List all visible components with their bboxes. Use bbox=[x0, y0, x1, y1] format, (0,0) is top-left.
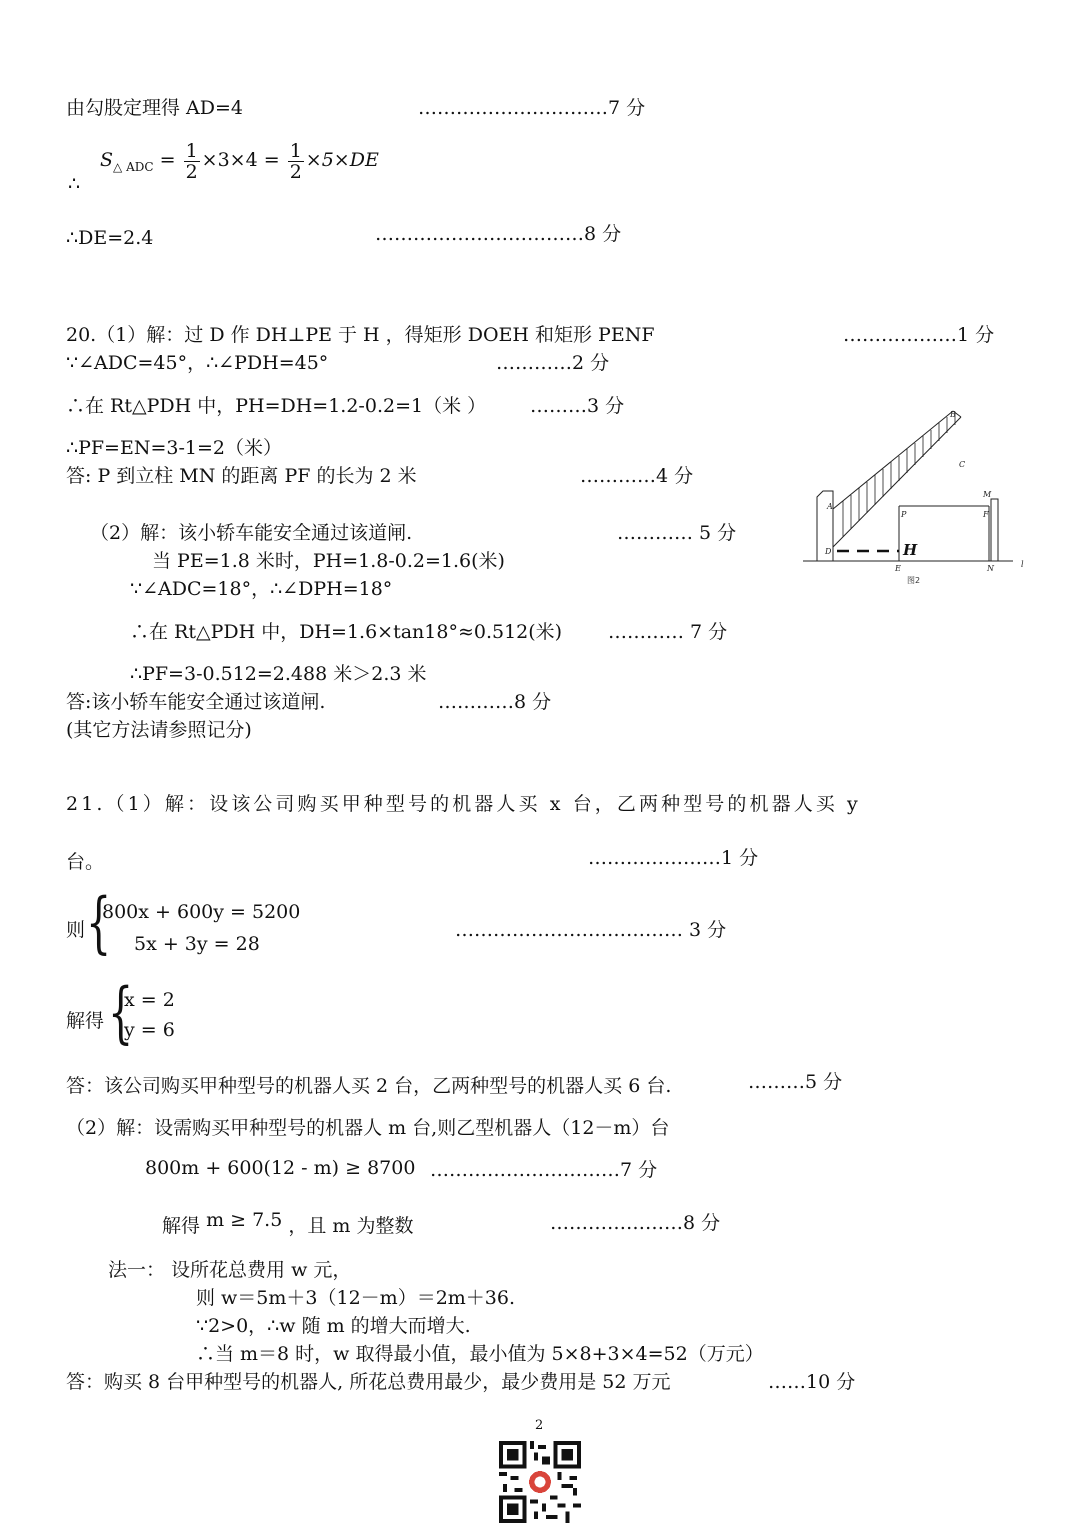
score-3-b: ……………………………… 3 分 bbox=[455, 919, 727, 941]
area-right: ×5×DE bbox=[305, 149, 379, 171]
label-c: C bbox=[959, 460, 966, 469]
area-subscript: △ ADC bbox=[113, 159, 154, 174]
label-p: P bbox=[901, 510, 907, 519]
q20-part1-answer: 答: P 到立柱 MN 的距离 PF 的长为 2 米 bbox=[66, 465, 417, 487]
q21-method1-line3: ∵2>0，∴w 随 m 的增大而增大. bbox=[196, 1315, 471, 1337]
score-1-a: ………………1 分 bbox=[843, 324, 995, 346]
q21-solve-label: 解得 bbox=[66, 1010, 105, 1032]
system-brace-2: { bbox=[108, 974, 134, 1051]
score-3-a: ………3 分 bbox=[530, 395, 625, 417]
score-5-b: ………5 分 bbox=[748, 1071, 843, 1093]
q20-part1-line3: ∴在 Rt△PDH 中，PH=DH=1.2-0.2=1（米 ） bbox=[66, 395, 487, 417]
score-8-b: …………8 分 bbox=[438, 691, 552, 713]
score-7-a: …………………………7 分 bbox=[418, 97, 646, 119]
label-l: l bbox=[1021, 560, 1024, 569]
label-b: B bbox=[950, 410, 956, 419]
page-number: 2 bbox=[535, 1418, 544, 1433]
boom-bottom bbox=[833, 417, 961, 547]
q20-part1-line4: ∴PF=EN=3-1=2（米） bbox=[66, 437, 282, 459]
q20-part2-line3: ∵∠ADC=18°，∴∠DPH=18° bbox=[130, 578, 393, 600]
q20-part2-line4: ∴在 Rt△PDH 中，DH=1.6×tan18°≈0.512(米) bbox=[130, 621, 563, 643]
q21-inequality: 800m + 600(12 - m) ≥ 8700 bbox=[145, 1157, 416, 1179]
q21-method1-line4: ∴当 m＝8 时，w 取得最小值，最小值为 5×8+3×4=52（万元） bbox=[196, 1343, 764, 1365]
q21-then-label: 则 bbox=[66, 919, 86, 941]
fraction-half-1: $\frac{1}{2}$ bbox=[185, 139, 198, 183]
label-m: M bbox=[983, 490, 992, 499]
boom-top bbox=[833, 411, 953, 509]
equation-2: 5x + 3y = 28 bbox=[134, 933, 260, 955]
q20-part1-line2: ∵∠ADC=45°，∴∠PDH=45° bbox=[66, 352, 329, 374]
line-de-result: ∴DE=2.4 bbox=[66, 227, 154, 249]
label-n: N bbox=[987, 564, 994, 573]
score-4-a: …………4 分 bbox=[580, 465, 694, 487]
barrier-gate-figure bbox=[803, 405, 1035, 585]
q21-method1-line1: 法一： 设所花总费用 w 元， bbox=[108, 1259, 352, 1281]
q21-part2-line1: （2）解：设需购买甲种型号的机器人 m 台,则乙型机器人（12－m）台 bbox=[66, 1117, 670, 1139]
system-brace-1: { bbox=[86, 884, 112, 961]
fraction-half-2: $\frac{1}{2}$ bbox=[289, 139, 302, 183]
area-middle: ×3×4 = bbox=[201, 149, 280, 171]
solution-x: x = 2 bbox=[124, 989, 175, 1011]
score-8-c: …………………8 分 bbox=[550, 1212, 721, 1234]
q20-part2-line1: （2）解：该小轿车能安全通过该道闸. bbox=[90, 522, 413, 544]
post-mn bbox=[991, 499, 998, 561]
score-5-a: ………… 5 分 bbox=[617, 522, 737, 544]
q21-part1-line2: 台。 bbox=[66, 851, 105, 873]
score-2-a: …………2 分 bbox=[496, 352, 610, 374]
line-pythagoras: 由勾股定理得 AD=4 bbox=[66, 97, 244, 119]
q20-part2-line5: ∴PF=3-0.512=2.488 米＞2.3 米 bbox=[130, 663, 427, 685]
q21-part1-line1: 21.（1）解：设该公司购买甲种型号的机器人买 x 台，乙两种型号的机器人买 y bbox=[66, 793, 861, 815]
q21-method1-line2: 则 w＝5m＋3（12－m）＝2m＋36. bbox=[196, 1287, 516, 1309]
q20-part2-line2: 当 PE=1.8 米时，PH=1.8-0.2=1.6(米) bbox=[152, 550, 505, 572]
q21-part1-answer: 答：该公司购买甲种型号的机器人买 2 台，乙两种型号的机器人买 6 台. bbox=[66, 1075, 672, 1097]
label-h: H bbox=[903, 541, 918, 559]
q20-note: (其它方法请参照记分) bbox=[66, 719, 252, 741]
q21-final-answer: 答：购买 8 台甲种型号的机器人, 所花总费用最少，最少费用是 52 万元 bbox=[66, 1371, 671, 1393]
score-10: ……10 分 bbox=[768, 1371, 856, 1393]
label-d: D bbox=[825, 547, 832, 556]
q20-part2-answer: 答:该小轿车能安全通过该道闸. bbox=[66, 691, 326, 713]
label-f: F bbox=[983, 510, 989, 519]
score-1-b: …………………1 分 bbox=[588, 847, 759, 869]
solution-y: y = 6 bbox=[124, 1019, 175, 1041]
score-7-b: ………… 7 分 bbox=[608, 621, 728, 643]
line-area-formula bbox=[100, 138, 379, 189]
qr-code-icon bbox=[499, 1441, 581, 1523]
q21-solution-m: 解得 m ≥ 7.5 ，且 m 为整数 bbox=[162, 1209, 414, 1237]
score-8-a: ……………………………8 分 bbox=[375, 223, 622, 245]
label-e: E bbox=[895, 564, 901, 573]
q20-part1-line1: 20.（1）解：过 D 作 DH⊥PE 于 H ，得矩形 DOEH 和矩形 PENF bbox=[66, 324, 655, 346]
therefore-symbol: ∴ bbox=[68, 173, 81, 195]
figure-caption: 图2 bbox=[907, 576, 921, 585]
equals-sign: = bbox=[159, 149, 176, 171]
score-7-c: …………………………7 分 bbox=[430, 1159, 658, 1181]
equation-1: 800x + 600y = 5200 bbox=[102, 901, 301, 923]
label-a: A bbox=[827, 502, 833, 511]
area-symbol: S bbox=[100, 149, 114, 171]
